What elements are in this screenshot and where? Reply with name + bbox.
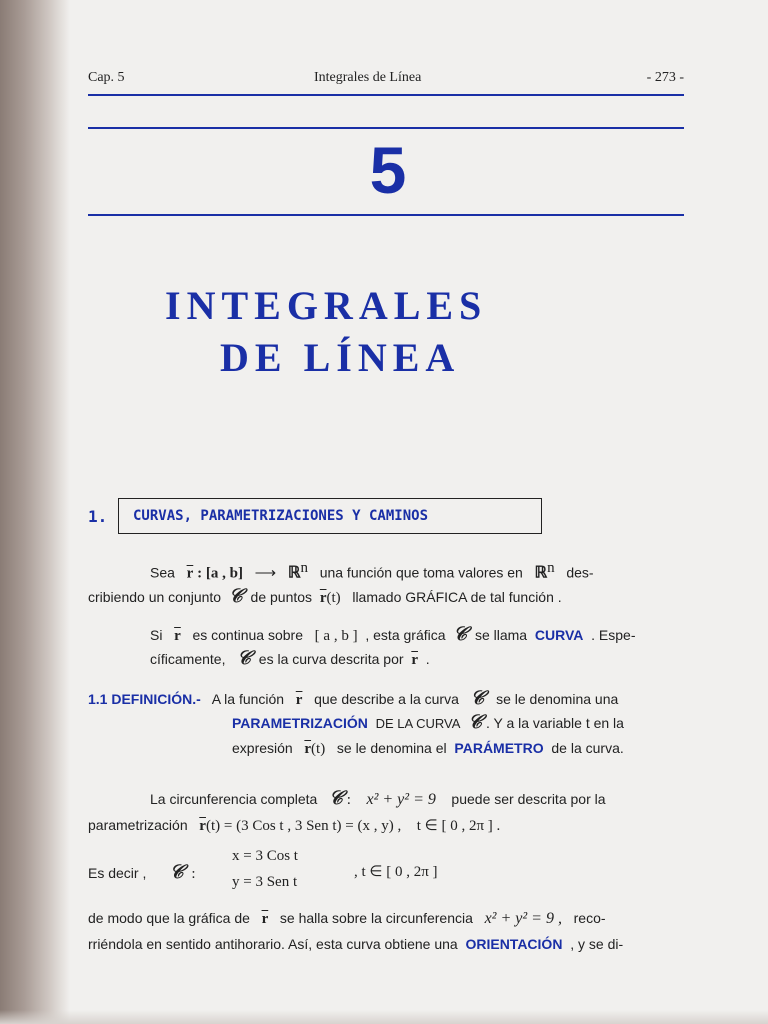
paragraph-1-line-2: cribiendo un conjunto 𝒞 de puntos $\overline{r}(t)$ llamado GRÁFICA de tal función . (88, 586, 562, 607)
header-rule (88, 94, 684, 96)
header-page-number: - 273 - (646, 70, 684, 85)
paragraph-5-line-1: de modo que la gráfica de $\overline{r}$ se halla sobre la circunferencia x² + y² = 9 , reco- (88, 910, 606, 927)
parametric-y: y = 3 Sen t (232, 874, 298, 890)
section-number: 1. (88, 507, 108, 526)
page-bottom-shadow (0, 1010, 768, 1024)
paragraph-4-label: Es decir , 𝒞 : (88, 862, 196, 883)
paragraph-2-line-1: Si $\overline{r}$ es continua sobre [ a , b ] , esta gráfica 𝒞 se llama CURVA . Espe- (150, 624, 636, 645)
definition-line-3: expresión $\overline{r}(t)$ se le denomina el PARÁMETRO de la curva. (232, 740, 624, 757)
paragraph-2-line-2: cíficamente, 𝒞 es la curva descrita por $\overline{r}$ . (150, 648, 430, 669)
header-chapter: Cap. 5 (88, 70, 125, 85)
chapter-rule-top (88, 127, 684, 129)
chapter-number: 5 (369, 133, 407, 207)
section-title-box: CURVAS, PARAMETRIZACIONES Y CAMINOS (118, 498, 542, 534)
book-spine-shadow (0, 0, 70, 1024)
definition-line-2: PARAMETRIZACIÓN DE LA CURVA 𝒞 . Y a la variable t en la (232, 712, 624, 733)
parametric-range: , t ∈ [ 0 , 2π ] (354, 864, 438, 880)
chapter-rule-bottom (88, 214, 684, 216)
chapter-title-line-2: DE LÍNEA (220, 335, 461, 380)
header-title: Integrales de Línea (314, 70, 422, 85)
running-header (88, 70, 684, 92)
chapter-title-line-1: INTEGRALES (165, 283, 488, 328)
definition-label: 1.1 DEFINICIÓN.- (88, 691, 201, 707)
definition-line-1: 1.1 DEFINICIÓN.- A la función $\overline{r}$ que describe a la curva 𝒞 se le denomina una (88, 688, 619, 709)
paragraph-5-line-2: rriéndola en sentido antihorario. Así, esta curva obtiene una ORIENTACIÓN , y se di- (88, 936, 624, 952)
paragraph-1-line-1: Sea $\overline{r}$ : [a , b] ⟶ ℝ$^n$ una función que toma valores en ℝ$^n$ des- (150, 560, 594, 582)
parametric-x: x = 3 Cos t (232, 848, 298, 864)
paragraph-3-line-1: La circunferencia completa 𝒞 : x² + y² = 9 puede ser descrita por la (150, 788, 606, 809)
paragraph-3-line-2: parametrización $\overline{r}(t) = (3$ Cos t , 3 Sen t) = (x , y) , t ∈ [ 0 , 2π ] . (88, 817, 501, 834)
